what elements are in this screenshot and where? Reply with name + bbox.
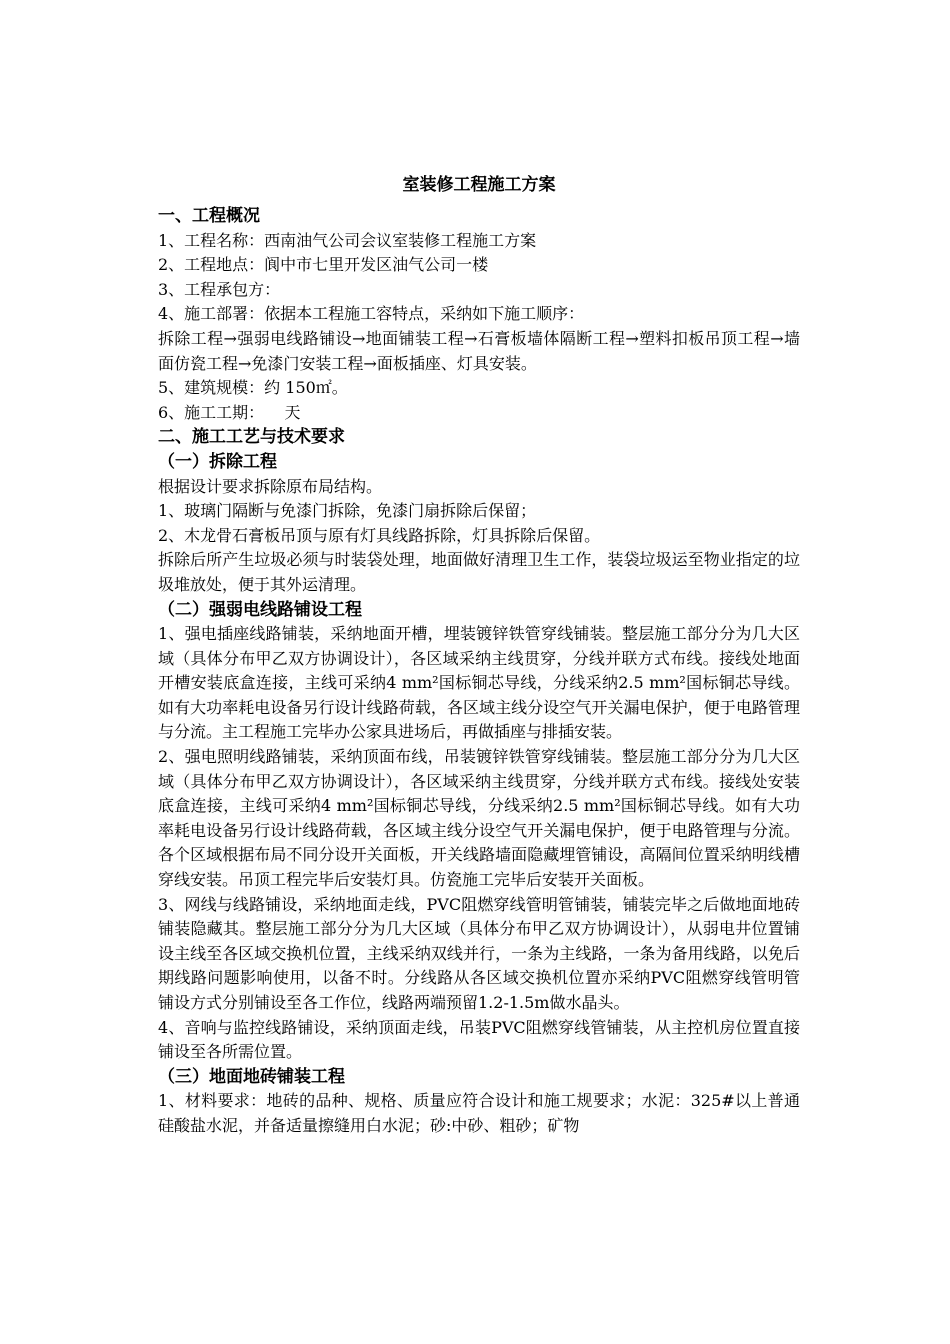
paragraph: 拆除工程→强弱电线路铺设→地面铺装工程→石膏板墙体隔断工程→塑料扣板吊顶工程→墙面仿瓷工程→免漆门安装工程→面板插座、灯具安装。 xyxy=(158,328,800,373)
paragraph: 6、施工工期： 天 xyxy=(158,402,301,422)
subsection-heading-tiling: （三）地面地砖铺装工程 xyxy=(158,1066,345,1087)
paragraph: 3、网线与线路铺设，采纳地面走线，PVC阻燃穿线管明管铺装，铺装完毕之后做地面地砖铺装隐藏其。整层施工部分分为几大区域（具体分布甲乙双方协调设计），从弱电井位置铺设主线至各区域交换机位置，主线采纳双线并行，一条为主线路，一条为备用线路，以免后期线路问题影响使用，以备不时。分线路从各区域交换机位置亦采纳PVC阻燃穿线管明管铺设方式分别铺设至各工作位，线路两端预留1.2-1.5m做水晶头。 xyxy=(158,894,800,1012)
paragraph: 3、工程承包方： xyxy=(158,279,281,299)
paragraph: 4、施工部署：依据本工程施工容特点，采纳如下施工顺序： xyxy=(158,304,585,324)
section-heading-overview: 一、工程概况 xyxy=(158,206,260,226)
paragraph: 拆除后所产生垃圾必须与时装袋处理，地面做好清理卫生工作，装袋垃圾运至物业指定的垃圾堆放处，便于其外运清理。 xyxy=(158,550,800,594)
subsection-heading-electrical: （二）强弱电线路铺设工程 xyxy=(158,599,362,620)
paragraph: 5、建筑规模：约 150㎡。 xyxy=(158,378,348,398)
paragraph: 4、音响与监控线路铺设，采纳顶面走线，吊装PVC阻燃穿线管铺装，从主控机房位置直接铺设至各所需位置。 xyxy=(158,1017,800,1062)
paragraph: 1、玻璃门隔断与免漆门拆除，免漆门扇拆除后保留； xyxy=(158,501,537,521)
section-heading-process: 二、施工工艺与技术要求 xyxy=(158,427,345,448)
paragraph: 1、材料要求：地砖的品种、规格、质量应符合设计和施工规要求；水泥：325#以上普通硅酸盐水泥，并备适量擦缝用白水泥；砂:中砂、粗砂；矿物 xyxy=(158,1091,800,1135)
paragraph: 根据设计要求拆除原布局结构。 xyxy=(158,476,383,496)
subsection-heading-demolition: （一）拆除工程 xyxy=(158,451,277,472)
paragraph: 2、木龙骨石膏板吊顶与原有灯具线路拆除，灯具拆除后保留。 xyxy=(158,525,601,545)
paragraph: 2、强电照明线路铺装，采纳顶面布线，吊装镀锌铁管穿线铺装。整层施工部分分为几大区域（具体分布甲乙双方协调设计），各区域采纳主线贯穿，分线并联方式布线。接线处安装底盒连接，主线可采纳4 mm²国标铜芯导线，分线采纳2.5 mm²国标铜芯导线。如有大功率耗电设备另行设计线路荷载，各区域主线分设空气开关漏电保护，便于电路管理与分流。各个区域根据布局不同分设开关面板，开关线路墙面隐藏埋管铺设，高隔间位置采纳明线槽穿线安装。吊顶工程完毕后安装灯具。仿瓷施工完毕后安装开关面板。 xyxy=(158,747,800,890)
paragraph: 1、工程名称：西南油气公司会议室装修工程施工方案 xyxy=(158,230,537,250)
paragraph: 1、强电插座线路铺装，采纳地面开槽，埋装镀锌铁管穿线铺装。整层施工部分分为几大区域（具体分布甲乙双方协调设计），各区域采纳主线贯穿，分线并联方式布线。接线处地面开槽安装底盒连接，主线可采纳4 mm²国标铜芯导线，分线采纳2.5 mm²国标铜芯导线。如有大功率耗电设备另行设计线路荷载，各区域主线分设空气开关漏电保护，便于电路管理与分流。主工程施工完毕办公家具进场后，再做插座与排插安装。 xyxy=(158,624,800,742)
paragraph: 2、工程地点：阆中市七里开发区油气公司一楼 xyxy=(158,255,489,275)
document-title: 室装修工程施工方案 xyxy=(402,175,556,195)
